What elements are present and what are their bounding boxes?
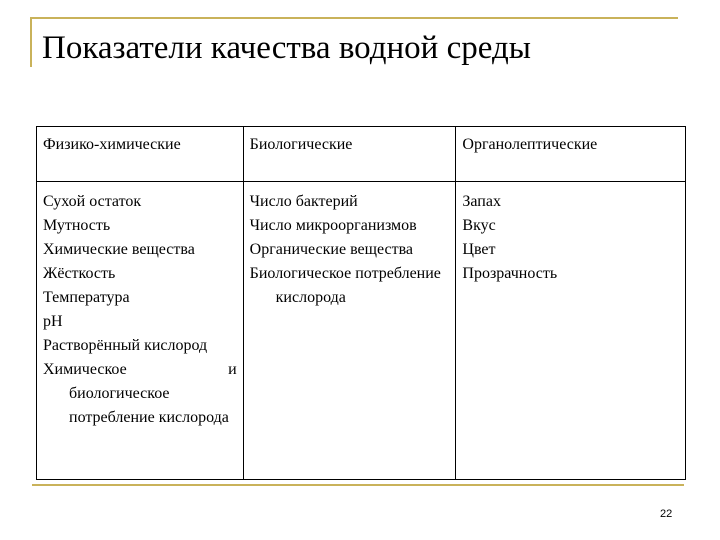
bottom-decorative-rule xyxy=(32,484,684,486)
list-item: pH xyxy=(43,313,63,330)
left-decorative-rule xyxy=(30,17,32,67)
page-number: 22 xyxy=(660,508,673,520)
list-item: Цвет xyxy=(462,241,496,258)
list-item: Биологическое потребление кислорода xyxy=(249,265,441,306)
physico-chemical-cell xyxy=(37,182,244,480)
list-item: Растворённый кислород xyxy=(43,337,208,354)
quality-indicators-table xyxy=(36,126,686,480)
table-header-row xyxy=(37,127,686,182)
list-item: Число микроорганизмов xyxy=(249,217,417,234)
list-item: Мутность xyxy=(43,217,111,234)
top-decorative-rule xyxy=(30,17,678,19)
organoleptic-cell xyxy=(456,182,686,480)
list-item: Температура xyxy=(43,289,130,306)
list-item: Число бактерий xyxy=(249,193,358,210)
list-item: Жёсткость xyxy=(43,265,116,282)
list-item: Химические вещества xyxy=(43,241,195,258)
header-physico-chemical: Физико-химические xyxy=(37,127,244,182)
table-body-row xyxy=(37,182,686,480)
list-item: Органические вещества xyxy=(249,241,414,258)
biological-cell xyxy=(243,182,456,480)
list-item: Сухой остаток xyxy=(43,193,142,210)
list-item: Запах xyxy=(462,193,501,210)
slide-title: Показатели качества водной среды xyxy=(42,30,531,66)
list-item: Вкус xyxy=(462,217,496,234)
list-item: Прозрачность xyxy=(462,265,558,282)
header-organoleptic: Органолептические xyxy=(456,127,686,182)
header-biological: Биологические xyxy=(243,127,456,182)
list-item: Химическое и биологическое потребление кислорода xyxy=(43,361,237,426)
